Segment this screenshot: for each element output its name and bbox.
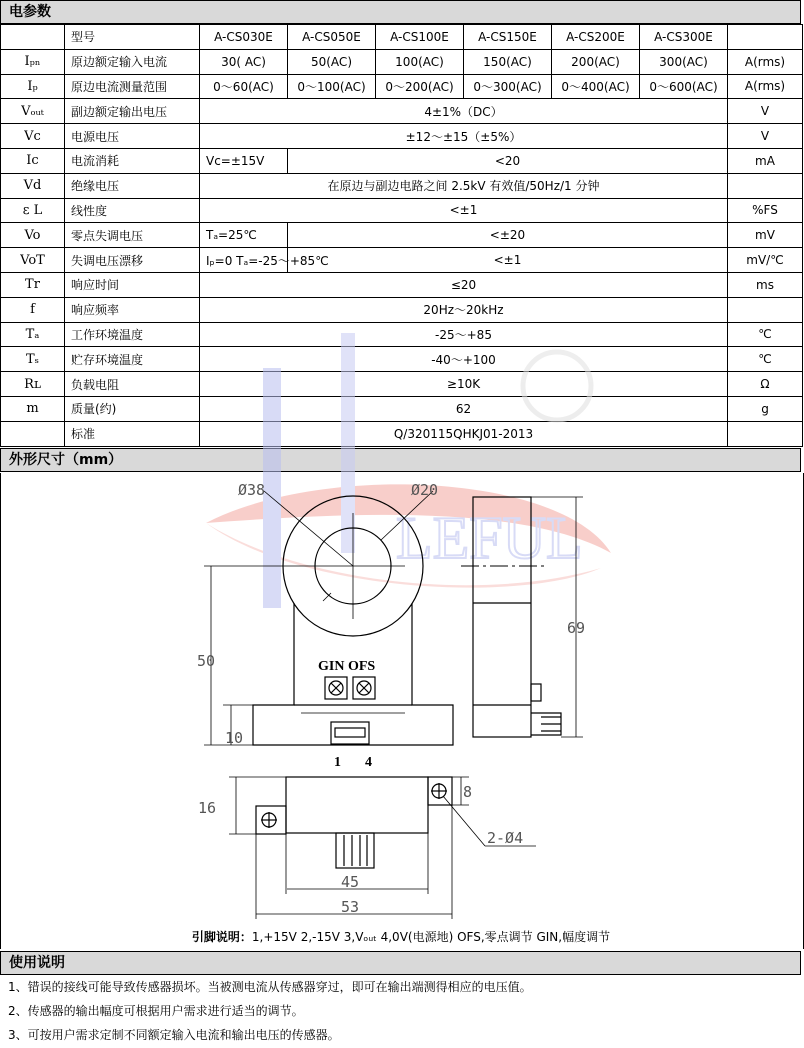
value-cell: 50(AC) — [288, 49, 376, 74]
value-cell: ±12～±15（±5%） — [200, 124, 728, 149]
parameter-name: 零点失调电压 — [65, 223, 200, 248]
svg-text:16: 16 — [198, 799, 217, 817]
value-cell: -40～+100 — [200, 347, 728, 372]
section-header-dimensions: 外形尺寸（mm） — [0, 448, 801, 472]
value-cell: 62 — [200, 396, 728, 421]
table-row — [1, 372, 803, 397]
pin-description — [0, 928, 802, 945]
value-cell: 0～300(AC) — [464, 74, 552, 99]
table-row — [1, 272, 803, 297]
parameter-name: 质量(约) — [65, 396, 200, 421]
unit-cell: ms — [728, 272, 803, 297]
parameter-name: 响应时间 — [65, 272, 200, 297]
usage-list — [0, 975, 802, 1047]
table-row — [1, 297, 803, 322]
svg-text:1: 1 — [334, 755, 341, 770]
parameter-name: 绝缘电压 — [65, 173, 200, 198]
table-row — [1, 124, 803, 149]
condition-cell: Vc=±15V — [200, 148, 288, 173]
value-cell: 在原边与副边电路之间 2.5kV 有效值/50Hz/1 分钟 — [200, 173, 728, 198]
value-cell: ≥10K — [200, 372, 728, 397]
symbol-cell: Vc — [1, 124, 65, 149]
header-cell: A-CS030E — [200, 25, 288, 50]
unit-cell: g — [728, 396, 803, 421]
parameter-name: 标准 — [65, 421, 200, 446]
value-cell: 200(AC) — [552, 49, 640, 74]
header-cell — [1, 25, 65, 50]
value-cell: ≤20 — [200, 272, 728, 297]
symbol-cell: Vo — [1, 223, 65, 248]
table-row — [1, 198, 803, 223]
svg-text:4: 4 — [365, 755, 372, 770]
dimension-drawing — [0, 473, 804, 949]
table-header-row — [1, 25, 803, 50]
parameter-name: 原边电流测量范围 — [65, 74, 200, 99]
value-cell: 0～200(AC) — [376, 74, 464, 99]
svg-text:45: 45 — [341, 873, 360, 891]
svg-text:50: 50 — [197, 652, 216, 670]
symbol-cell: Rʟ — [1, 372, 65, 397]
parameter-name: 原边额定输入电流 — [65, 49, 200, 74]
symbol-cell: f — [1, 297, 65, 322]
svg-text:69: 69 — [567, 619, 586, 637]
symbol-cell: Tₛ — [1, 347, 65, 372]
symbol-cell: Iₚ — [1, 74, 65, 99]
unit-cell: A(rms) — [728, 74, 803, 99]
value-cell: 20Hz～20kHz — [200, 297, 728, 322]
table-row — [1, 347, 803, 372]
symbol-cell: Vd — [1, 173, 65, 198]
symbol-cell: Iₚₙ — [1, 49, 65, 74]
table-row — [1, 322, 803, 347]
table-row — [1, 223, 803, 248]
section-header-params: 电参数 — [0, 0, 801, 24]
header-cell: A-CS200E — [552, 25, 640, 50]
svg-text:8: 8 — [463, 783, 473, 801]
value-cell: 4±1%（DC） — [200, 99, 728, 124]
unit-cell — [728, 297, 803, 322]
unit-cell: mA — [728, 148, 803, 173]
parameter-name: 线性度 — [65, 198, 200, 223]
parameter-name: 响应频率 — [65, 297, 200, 322]
value-cell: 30( AC) — [200, 49, 288, 74]
table-row — [1, 248, 803, 273]
unit-cell: mV — [728, 223, 803, 248]
table-row — [1, 173, 803, 198]
value-cell: <±20 — [288, 223, 728, 248]
table-row — [1, 421, 803, 446]
symbol-cell — [1, 421, 65, 446]
header-cell: A-CS100E — [376, 25, 464, 50]
usage-item: 1、错误的接线可能导致传感器损坏。当被测电流从传感器穿过，即可在输出端测得相应的电压值。 — [8, 980, 532, 994]
condition-cell: Iₚ=0 Tₐ=-25～+85℃ — [200, 248, 288, 273]
parameter-name: 失调电压漂移 — [65, 248, 200, 273]
table-row — [1, 49, 803, 74]
symbol-cell: Tₐ — [1, 322, 65, 347]
value-cell: -25～+85 — [200, 322, 728, 347]
parameter-name: 电源电压 — [65, 124, 200, 149]
value-cell: 0～400(AC) — [552, 74, 640, 99]
pin-description-text: 1,+15V 2,-15V 3,Vₒᵤₜ 4,0V(电源地) OFS,零点调节 GIN,幅度调节 — [251, 930, 611, 944]
parameter-name: 工作环境温度 — [65, 322, 200, 347]
value-cell: 0～600(AC) — [640, 74, 728, 99]
parameter-name: 电流消耗 — [65, 148, 200, 173]
svg-text:Ø20: Ø20 — [411, 481, 439, 499]
unit-cell: V — [728, 99, 803, 124]
svg-text:GIN OFS: GIN OFS — [318, 659, 376, 674]
svg-text:2-Ø4: 2-Ø4 — [487, 829, 524, 847]
value-cell: 300(AC) — [640, 49, 728, 74]
header-cell — [728, 25, 803, 50]
unit-cell — [728, 173, 803, 198]
unit-cell — [728, 421, 803, 446]
unit-cell: %FS — [728, 198, 803, 223]
value-cell: 0～60(AC) — [200, 74, 288, 99]
usage-item: 2、传感器的输出幅度可根据用户需求进行适当的调节。 — [8, 1004, 304, 1018]
table-row — [1, 148, 803, 173]
header-cell: A-CS150E — [464, 25, 552, 50]
value-cell: 0～100(AC) — [288, 74, 376, 99]
unit-cell: Ω — [728, 372, 803, 397]
parameter-name: 贮存环境温度 — [65, 347, 200, 372]
symbol-cell: Vₒᵤₜ — [1, 99, 65, 124]
symbol-cell: Ic — [1, 148, 65, 173]
symbol-cell: ε L — [1, 198, 65, 223]
unit-cell: ℃ — [728, 347, 803, 372]
unit-cell: mV/℃ — [728, 248, 803, 273]
value-cell: <±1 — [288, 248, 728, 273]
parameter-name: 负载电阻 — [65, 372, 200, 397]
value-cell: Q/320115QHKJ01-2013 — [200, 421, 728, 446]
symbol-cell: m — [1, 396, 65, 421]
value-cell: <20 — [288, 148, 728, 173]
table-row — [1, 74, 803, 99]
svg-text:10: 10 — [225, 729, 244, 747]
svg-text:LEFUL: LEFUL — [396, 505, 583, 571]
unit-cell: A(rms) — [728, 49, 803, 74]
svg-text:Ø38: Ø38 — [238, 481, 266, 499]
condition-cell: Tₐ=25℃ — [200, 223, 288, 248]
header-cell: A-CS050E — [288, 25, 376, 50]
table-row — [1, 99, 803, 124]
table-row — [1, 396, 803, 421]
value-cell: 100(AC) — [376, 49, 464, 74]
pin-description-title: 引脚说明： — [191, 930, 252, 944]
usage-item: 3、可按用户需求定制不同额定输入电流和输出电压的传感器。 — [8, 1028, 340, 1042]
unit-cell: V — [728, 124, 803, 149]
params-table — [0, 24, 803, 447]
value-cell: 150(AC) — [464, 49, 552, 74]
header-cell: A-CS300E — [640, 25, 728, 50]
parameter-name: 副边额定输出电压 — [65, 99, 200, 124]
symbol-cell: VoT — [1, 248, 65, 273]
section-header-usage: 使用说明 — [0, 951, 801, 975]
header-cell: 型号 — [65, 25, 200, 50]
unit-cell: ℃ — [728, 322, 803, 347]
symbol-cell: Tr — [1, 272, 65, 297]
svg-text:53: 53 — [341, 898, 360, 916]
value-cell: <±1 — [200, 198, 728, 223]
